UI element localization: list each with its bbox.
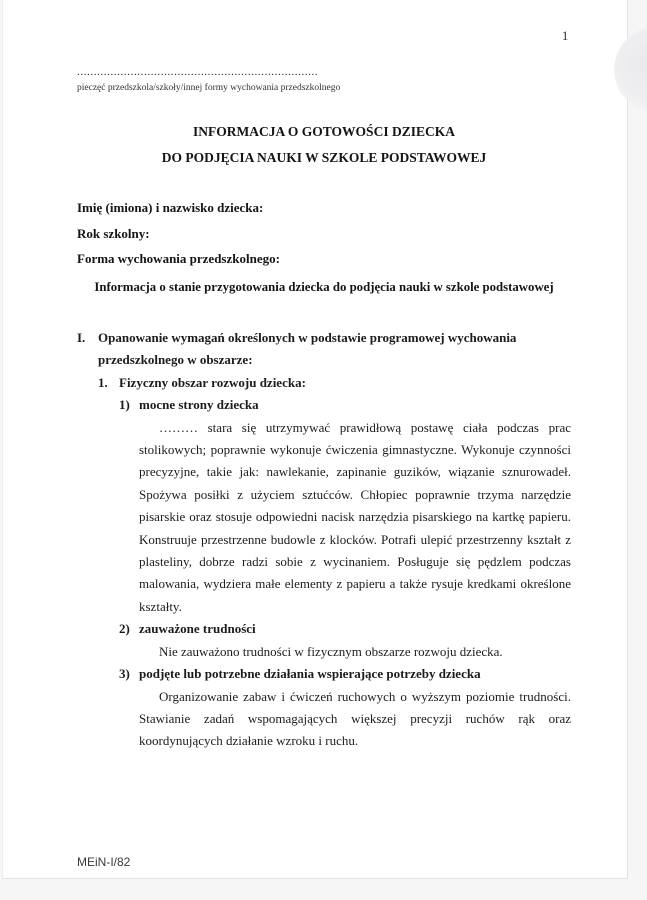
field-school-year: Rok szkolny: [77,225,150,241]
subitem-actions-marker: 3) [119,666,130,682]
subitem-difficulties-marker: 2) [119,621,130,637]
stamp-dotted-line: ........................................................................ [77,66,319,78]
subitem-strengths-label: mocne strony dziecka [139,397,259,413]
outline-level1-marker: I. [77,330,86,345]
subitem-strengths-marker: 1) [119,397,130,413]
field-preschool-form: Forma wychowania przedszkolnego: [77,251,280,267]
form-code: MEiN-I/82 [77,855,131,869]
outline-item1 [98,372,571,394]
subitem-difficulties-body: Nie zauważono trudności w fizycznym obszarze rozwoju dziecka. [159,643,503,659]
section-subtitle: Informacja o stanie przygotowania dziecka do podjęcia nauki w szkole podstawowej [94,280,554,294]
subitem-strengths-body: ……… stara się utrzymywać prawidłową postawę ciała podczas prac stolikowych; poprawnie wykonuje ćwiczenia gimnastyczne. Wykonuje czynności precyzyjne, takie jak: nawlekanie, zapinanie guzików, wiązanie sznurowadeł. Spożywa posiłki z użyciem sztućców. Chłopiec poprawnie trzyma narzędzie pisarskie oraz stosuje odpowiedni nacisk narzędzia pisarskiego na kartkę papieru. Konstruuje przestrzenne budowle z klocków. Potrafi ulepić przestrzenny kształt z plasteliny, dobrze radzi sobie z wycinaniem. Posługuje się pędzlem podczas malowania, wydziera małe elementy z papieru a także rysuje kredkami określone kształty. [139,419,571,614]
subitem-strengths-heading [119,394,571,416]
outline-item1-marker: 1. [98,374,108,390]
outline-item1-text: Fizyczny obszar rozwoju dziecka: [119,374,306,390]
outline [77,327,571,753]
field-child-name: Imię (imiona) i nazwisko dziecka: [77,200,264,215]
document-title-line-1: INFORMACJA O GOTOWOŚCI DZIECKA [193,124,455,139]
subitem-difficulties-heading [119,618,571,640]
subitem-actions-body: Organizowanie zabaw i ćwiczeń ruchowych o wyższym poziomie trudności. Stawianie zadań wspomagających większej precyzji ruchów rąk oraz koordynujących działanie wzroku i ruchu. [139,688,571,749]
document-title-line-2: DO PODJĘCIA NAUKI W SZKOLE PODSTAWOWEJ [161,150,487,165]
document-page [2,0,628,879]
stamp-area [77,66,571,93]
page-number: 1 [562,29,569,43]
header-fields [77,195,571,272]
stamp-caption: pieczęć przedszkola/szkoły/innej formy wychowania przedszkolnego [77,83,341,93]
subitem-difficulties-label: zauważone trudności [139,621,256,637]
outline-level1-text: Opanowanie wymagań określonych w podstawie programowej wychowania przedszkolnego w obszarze: [98,330,517,368]
document-title [77,119,571,171]
subitem-actions-heading [119,663,571,685]
subitem-actions-label: podjęte lub potrzebne działania wspierające potrzeby dziecka [139,666,481,682]
outline-level1 [77,327,571,372]
